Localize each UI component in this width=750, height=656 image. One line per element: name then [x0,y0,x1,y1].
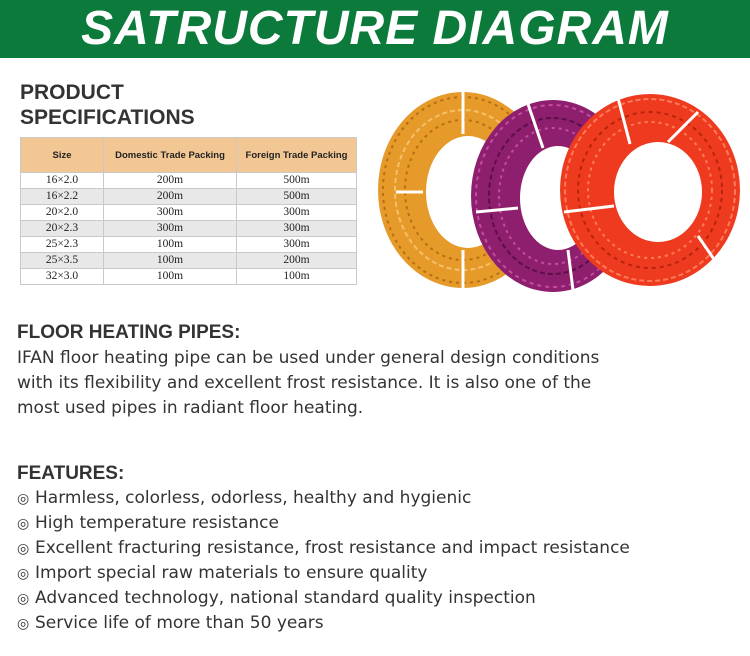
features-heading: FEATURES: [17,463,125,484]
bullet-icon: ◎ [17,491,30,507]
cell-foreign: 500m [237,189,357,205]
cell-size: 16×2.0 [21,173,104,189]
cell-foreign: 200m [237,253,357,269]
table-row [21,269,357,285]
cell-foreign: 100m [237,269,357,285]
cell-foreign: 300m [237,205,357,221]
cell-size: 20×2.0 [21,205,104,221]
bullet-icon: ◎ [17,591,30,607]
cell-domestic: 300m [104,221,237,237]
table-row [21,221,357,237]
cell-domestic: 200m [104,173,237,189]
features-list [17,486,630,636]
table-row [21,205,357,221]
specifications-table [20,137,357,285]
cell-domestic: 100m [104,237,237,253]
cell-domestic: 300m [104,205,237,221]
bullet-icon: ◎ [17,541,30,557]
feature-text: Harmless, colorless, odorless, healthy and hygienic [35,488,472,508]
cell-foreign: 500m [237,173,357,189]
table-row [21,253,357,269]
feature-text: Excellent fracturing resistance, frost resistance and impact resistance [35,538,630,558]
bullet-icon: ◎ [17,616,30,632]
header-foreign: Foreign Trade Packing [237,138,357,173]
spec-title-line2: SPECIFICATIONS [20,106,195,129]
list-item [17,511,630,536]
list-item [17,561,630,586]
table-row [21,173,357,189]
bullet-icon: ◎ [17,516,30,532]
description-line1: IFAN floor heating pipe can be used under general design conditions [17,348,600,368]
feature-text: High temperature resistance [35,513,279,533]
cell-domestic: 100m [104,269,237,285]
list-item [17,586,630,611]
cell-domestic: 100m [104,253,237,269]
floor-heating-heading: FLOOR HEATING PIPES: [17,322,241,343]
cell-size: 16×2.2 [21,189,104,205]
list-item [17,536,630,561]
red-pipe-coil [560,94,740,286]
feature-text: Advanced technology, national standard quality inspection [35,588,536,608]
cell-size: 25×3.5 [21,253,104,269]
bullet-icon: ◎ [17,566,30,582]
description-line2: with its flexibility and excellent frost resistance. It is also one of the [17,373,592,393]
spec-title-line1: PRODUCT [20,81,124,104]
table-row [21,237,357,253]
list-item [17,486,630,511]
header-domestic: Domestic Trade Packing [104,138,237,173]
table-row [21,189,357,205]
cell-foreign: 300m [237,221,357,237]
cell-size: 20×2.3 [21,221,104,237]
description-line3: most used pipes in radiant floor heating. [17,398,364,418]
floor-heating-description [17,346,737,421]
banner-title: SATRUCTURE DIAGRAM [81,2,669,55]
feature-text: Import special raw materials to ensure quality [35,563,428,583]
title-banner [0,0,750,58]
header-size: Size [21,138,104,173]
feature-text: Service life of more than 50 years [35,613,324,633]
product-specifications-title [20,80,195,130]
cell-size: 32×3.0 [21,269,104,285]
cell-foreign: 300m [237,237,357,253]
pipe-coils-image [368,72,748,304]
list-item [17,611,630,636]
cell-domestic: 200m [104,189,237,205]
cell-size: 25×2.3 [21,237,104,253]
table-header-row [21,138,357,173]
